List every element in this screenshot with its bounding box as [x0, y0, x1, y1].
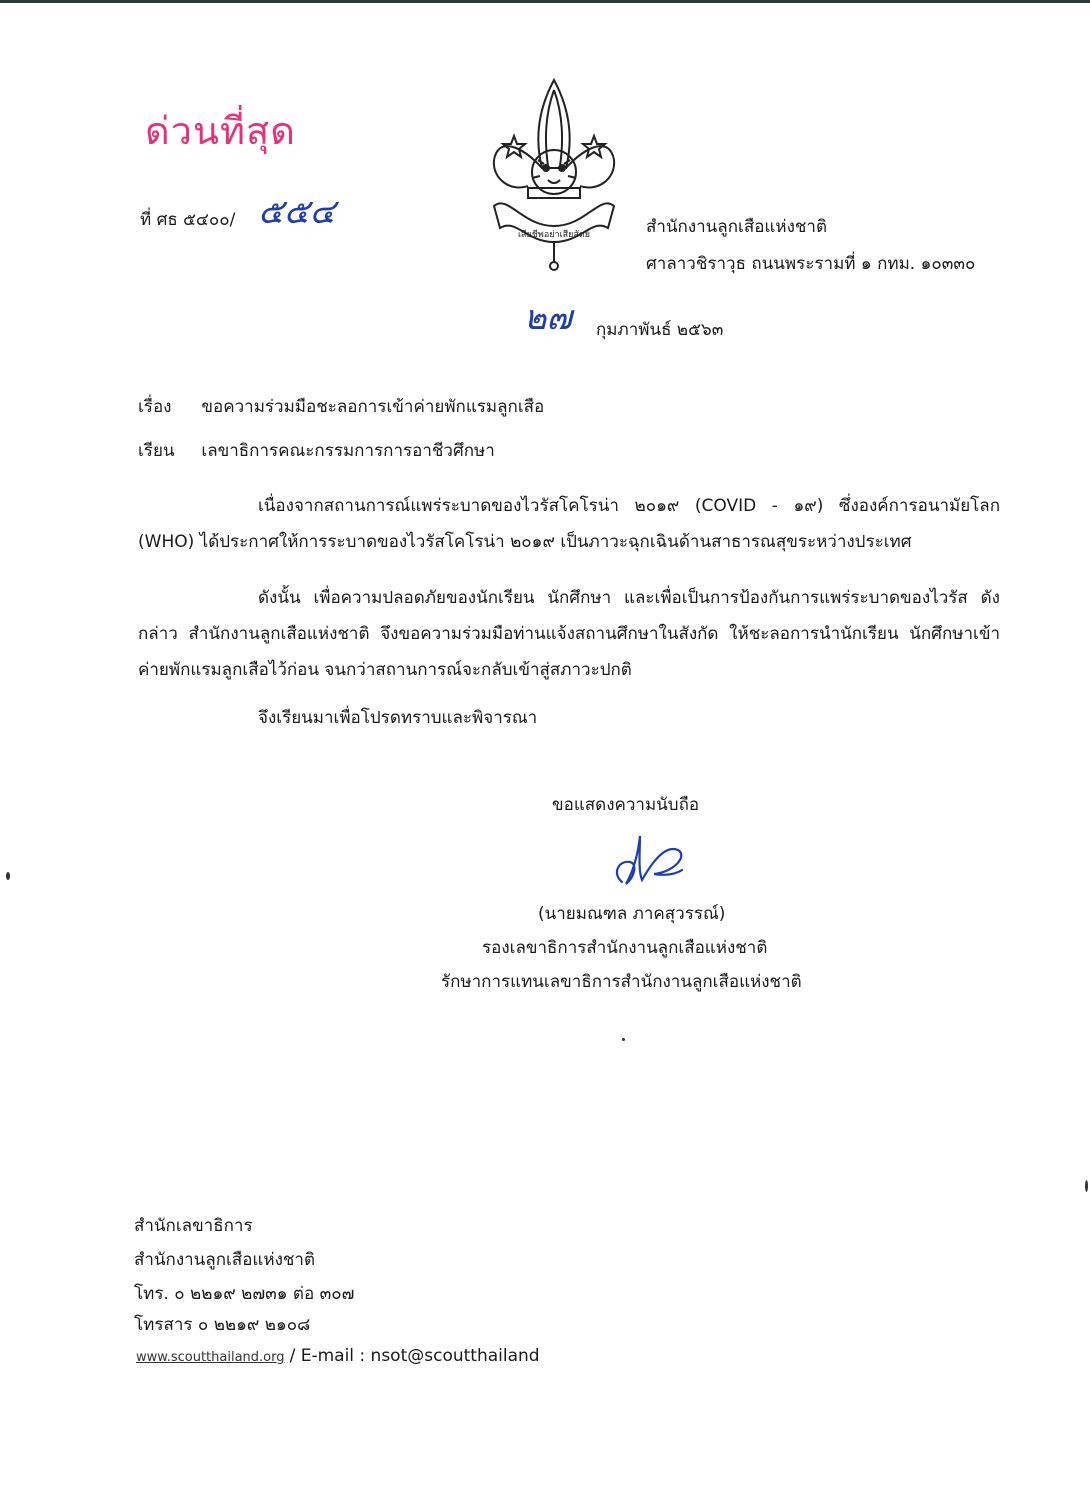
signatory-name: (นายมณฑล ภาคสุวรรณ์): [538, 904, 726, 924]
footer-organization: สำนักงานลูกเสือแห่งชาติ: [134, 1250, 315, 1270]
scan-speck: [6, 872, 10, 880]
urgency-stamp: ด่วนที่สุด: [145, 109, 296, 153]
top-border-line: [0, 0, 1090, 3]
scout-emblem-icon: [488, 76, 620, 272]
organization-name: สำนักงานลูกเสือแห่งชาติ: [646, 217, 827, 237]
recipient-label: เรียน: [138, 441, 175, 461]
organization-address: ศาลาวชิราวุธ ถนนพระรามที่ ๑ กทม. ๑๐๓๓๐: [646, 254, 976, 274]
subject-label: เรื่อง: [138, 397, 172, 417]
signature-icon: [608, 830, 688, 890]
scan-speck: [622, 1038, 625, 1041]
subject-line: [138, 395, 544, 419]
scan-speck: [1085, 1180, 1088, 1192]
date-day-handwritten: ๒๗: [524, 298, 572, 338]
footer-department: สำนักเลขาธิการ: [134, 1216, 253, 1236]
footer-fax: โทรสาร ๐ ๒๒๑๙ ๒๑๐๘: [134, 1315, 311, 1335]
signatory-position-1: รองเลขาธิการสำนักงานลูกเสือแห่งชาติ: [482, 938, 768, 958]
body-paragraph-2: ดังนั้น เพื่อความปลอดภัยของนักเรียน นักศึกษา และเพื่อเป็นการป้องกันการแพร่ระบาดของไวรัส ดังกล่าว สำนักงานลูกเสือแห่งชาติ จึงขอความร่วมมือท่านแจ้งสถานศึกษาในสังกัด ให้ชะลอการนำนักเรียน นักศึกษาเข้าค่ายพักแรมลูกเสือไว้ก่อน จนกว่าสถานการณ์จะกลับเข้าสู่สภาวะปกติ: [138, 588, 1000, 680]
document-number: ที่ ศธ ๕๔๐๐/: [140, 210, 236, 230]
signatory-position-2: รักษาการแทนเลขาธิการสำนักงานลูกเสือแห่งชาติ: [441, 972, 802, 992]
recipient-line: [138, 439, 495, 463]
document-number-handwritten: ๕๕๔: [258, 192, 336, 232]
email-address: / E-mail : nsot@scoutthailand: [289, 1346, 540, 1366]
body-paragraph-3: จึงเรียนมาเพื่อโปรดทราบและพิจารณา: [258, 708, 538, 728]
body-paragraph-1: เนื่องจากสถานการณ์แพร่ระบาดของไวรัสโคโรน่า ๒๐๑๙ (COVID - ๑๙) ซึ่งองค์การอนามัยโลก (WHO) ได้ประกาศให้การระบาดของไวรัสโคโรน่า ๒๐๑๙ เป็นภาวะฉุกเฉินด้านสาธารณสุขระหว่างประเทศ: [138, 496, 1000, 552]
closing-salutation: ขอแสดงความนับถือ: [552, 795, 700, 815]
footer-phone: โทร. ๐ ๒๒๑๙ ๒๗๓๑ ต่อ ๓๐๗: [134, 1284, 355, 1304]
subject-text: ขอความร่วมมือชะลอการเข้าค่ายพักแรมลูกเสือ: [201, 397, 545, 417]
website-link[interactable]: www.scoutthailand.org: [136, 1350, 285, 1365]
recipient-text: เลขาธิการคณะกรรมการการอาชีวศึกษา: [201, 441, 495, 461]
date-month-year: กุมภาพันธ์ ๒๕๖๓: [596, 320, 724, 340]
footer-contact: [136, 1346, 540, 1366]
emblem-motto: เสียชีพอย่าเสียสัตย์: [517, 230, 591, 240]
